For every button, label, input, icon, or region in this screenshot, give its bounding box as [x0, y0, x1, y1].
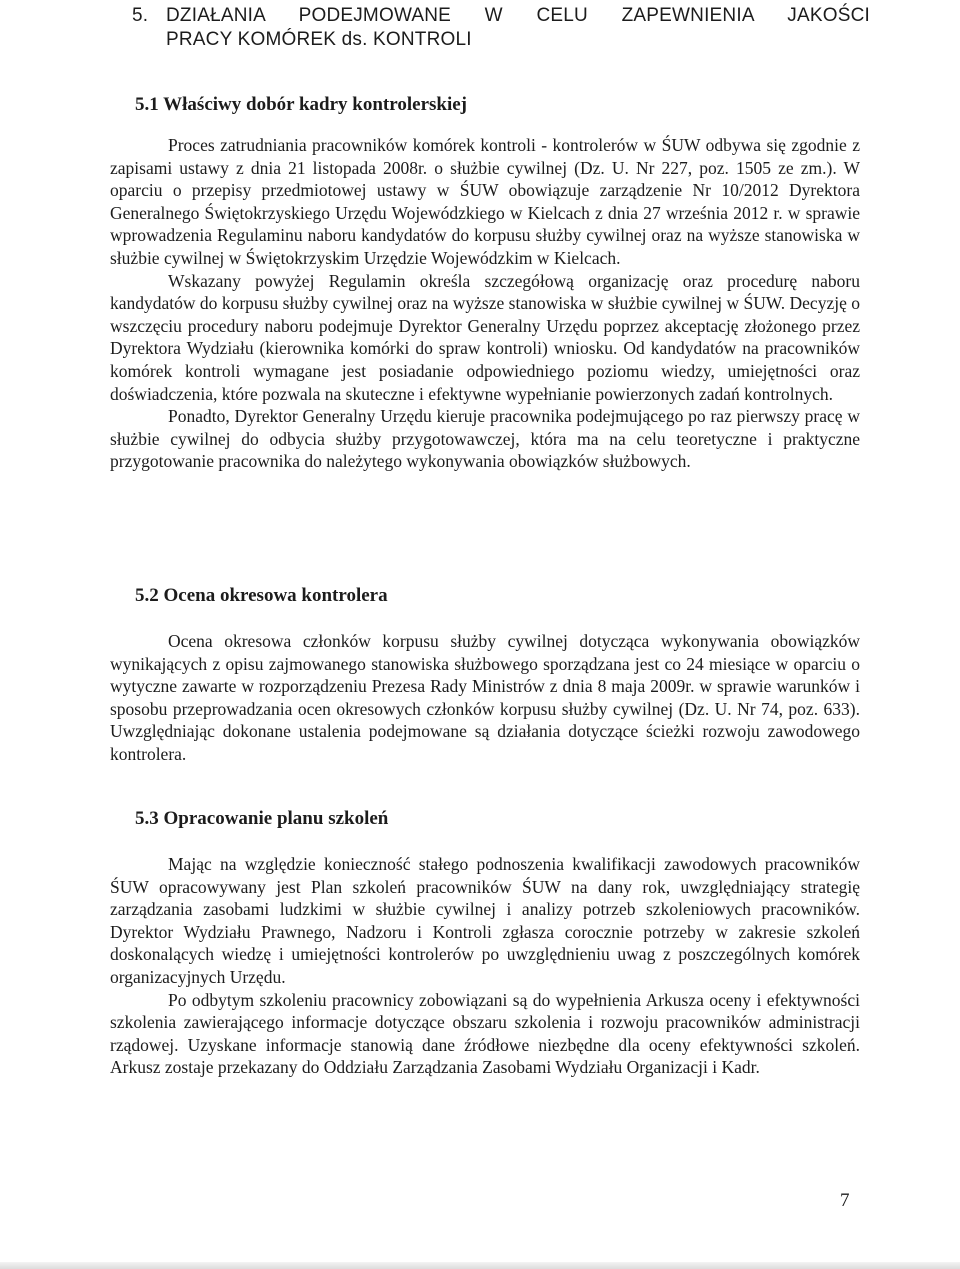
section-body-5-3 [110, 853, 860, 1079]
scan-edge-divider [0, 1262, 960, 1269]
page-number: 7 [840, 1190, 850, 1211]
section-heading-5-3: 5.3 Opracowanie planu szkoleń [135, 808, 389, 829]
paragraph: Wskazany powyżej Regulamin określa szczegółową organizację oraz procedurę naboru kandydatów do korpusu służby cywilnej oraz na wyższe stanowiska w służbie cywilnej w ŚUW. Decyzję o wszczęciu procedury naboru podejmuje Dyrektor Generalny Urzędu poprzez akceptację złożonego przez Dyrektora Wydziału (kierownika komórki do spraw kontroli) wniosku. Od kandydatów na pracowników komórek kontroli wymagane jest posiadanie odpowiedniego poziomu wiedzy, umiejętności oraz doświadczenia, które pozwala na skuteczne i efektywne wypełnianie powierzonych zadań kontrolnych. [110, 270, 860, 404]
paragraph: Ponadto, Dyrektor Generalny Urzędu kieruje pracownika podejmującego po raz pierwszy pracę w służbie cywilnej do odbycia służby przygotowawczej, która ma na celu teoretyczne i praktyczne przygotowanie pracownika do należytego wykonywania obowiązków służbowych. [110, 406, 860, 472]
section-body-5-2 [110, 630, 860, 766]
chapter-heading [132, 4, 870, 52]
paragraph: Mając na względzie konieczność stałego podnoszenia kwalifikacji zawodowych pracowników ŚUW opracowywany jest Plan szkoleń pracowników ŚUW na dany rok, uwzględniający strategię zarządzania zasobami ludzkimi w służbie cywilnej i analizy potrzeb szkoleniowych pracowników. Dyrektor Wydziału Prawnego, Nadzoru i Kontroli zgłasza corocznie potrzeby w zakresie szkoleń doskonalących wiedzę i umiejętności kontrolerów po uwzględnieniu uwag z poszczególnych komórek organizacyjnych Urzędu. [110, 854, 860, 987]
paragraph: Ocena okresowa członków korpusu służby cywilnej dotycząca wykonywania obowiązków wynikających z opisu zajmowanego stanowiska służbowego sporządzana jest co 24 miesiące w oparciu o wytyczne zawarte w rozporządzeniu Prezesa Rady Ministrów z dnia 8 maja 2009r. w sprawie warunków i sposobu przeprowadzania ocen okresowych członków korpusu służby cywilnej (Dz. U. Nr 74, poz. 633). Uwzględniając dokonane ustalenia podejmowane są działania dotyczące ścieżki rozwoju zawodowego kontrolera. [110, 631, 860, 764]
chapter-number: 5. [132, 5, 149, 26]
paragraph: Proces zatrudniania pracowników komórek kontroli - kontrolerów w ŚUW odbywa się zgodnie z zapisami ustawy z dnia 21 listopada 2008r. o służbie cywilnej (Dz. U. Nr 227, poz. 1505 ze zm.). W oparciu o przepisy przedmiotowej ustawy w ŚUW obowiązuje zarządzenie Nr 10/2012 Dyrektora Generalnego Świętokrzyskiego Urzędu Wojewódzkiego w Kielcach z dnia 27 września 2012 r. w sprawie wprowadzenia Regulaminu naboru kandydatów do korpusu służby cywilnej oraz na wyższe stanowiska w służbie cywilnej w Świętokrzyskim Urzędzie Wojewódzkim w Kielcach. [110, 135, 860, 268]
section-heading-5-1: 5.1 Właściwy dobór kadry kontrolerskiej [135, 94, 467, 115]
chapter-title-line2: PRACY KOMÓREK ds. KONTROLI [166, 29, 472, 50]
section-body-5-1 [110, 134, 860, 473]
section-heading-5-2: 5.2 Ocena okresowa kontrolera [135, 585, 388, 606]
chapter-title-line1: DZIAŁANIA PODEJMOWANE W CELU ZAPEWNIENIA JAKOŚCI [166, 5, 870, 26]
paragraph: Po odbytym szkoleniu pracownicy zobowiązani są do wypełnienia Arkusza oceny i efektywności szkolenia zawierającego informacje dotyczące obszaru szkolenia i rozwoju pracowników administracji rządowej. Uzyskane informacje stanowią dane źródłowe niezbędne dla oceny efektywności szkoleń. Arkusz zostaje przekazany do Oddziału Zarządzania Zasobami Wydziału Organizacji i Kadr. [110, 989, 860, 1078]
